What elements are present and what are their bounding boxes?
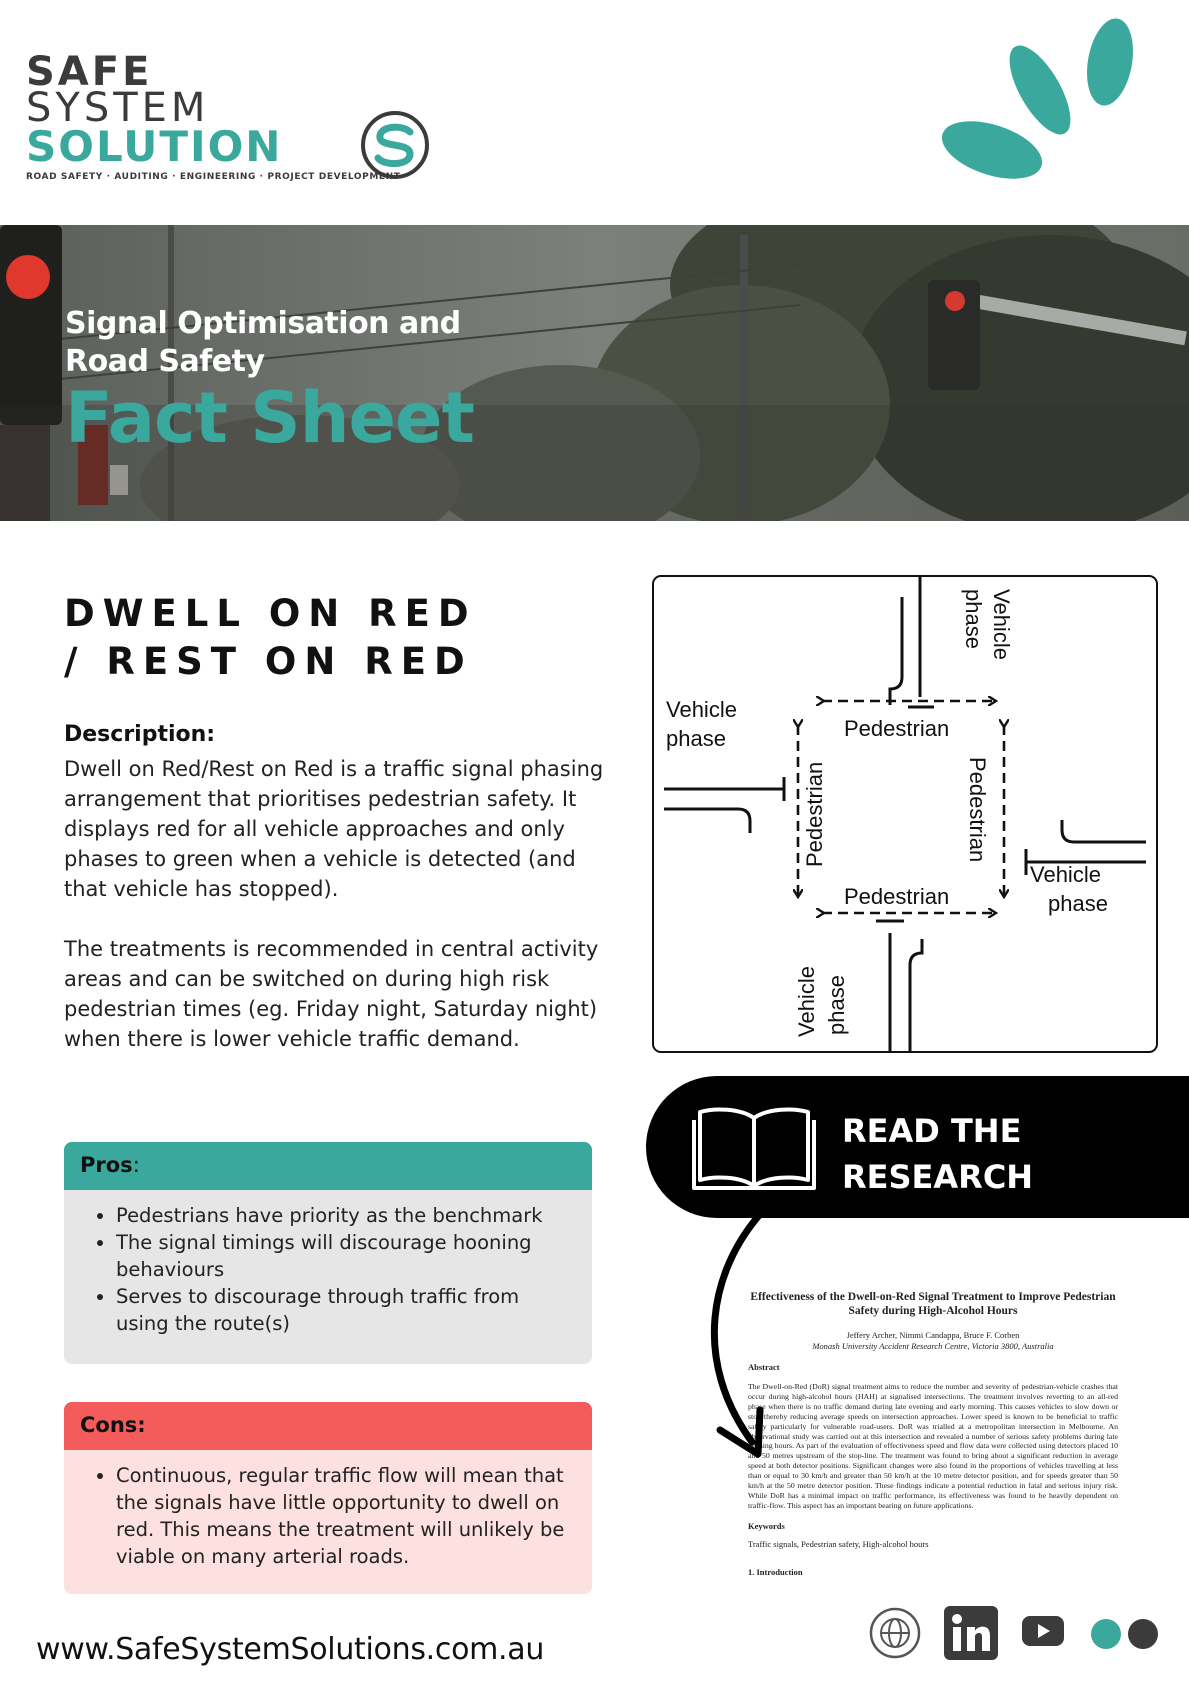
read-research-button[interactable] bbox=[646, 1076, 1189, 1218]
intersection-diagram-drawing bbox=[654, 577, 1156, 1051]
diagram-label-vehicle-top: Vehicle bbox=[989, 589, 1014, 660]
read-research-line2: RESEARCH bbox=[842, 1158, 1034, 1196]
curved-arrow-icon bbox=[700, 1210, 790, 1470]
pros-label: Pros bbox=[80, 1153, 133, 1177]
diagram-label-pedestrian-right: Pedestrian bbox=[965, 757, 990, 863]
pros-box bbox=[64, 1142, 592, 1364]
description-text bbox=[64, 754, 604, 1054]
paper-keywords: Traffic signals, Pedestrian safety, High-alcohol hours bbox=[748, 1538, 929, 1549]
diagram-label-pedestrian-left: Pedestrian bbox=[802, 761, 827, 867]
logo-word-system: SYSTEM bbox=[26, 85, 210, 131]
diagram-label-vehicle-right: Vehicle bbox=[1030, 862, 1101, 887]
logo-word-solutions: SOLUTION bbox=[26, 122, 283, 171]
paper-authors: Jeffery Archer, Nimmi Candappa, Bruce F. Corben bbox=[846, 1330, 1020, 1340]
book-icon bbox=[690, 1104, 818, 1192]
banner-title: Fact Sheet bbox=[65, 377, 474, 459]
diagram-label-phase-top: phase bbox=[961, 589, 986, 649]
cons-item: • Continuous, regular traffic flow will mean that the signals have little opportunity to dwell on red. This means the treatment will unlikely be viable on many arterial roads. bbox=[116, 1462, 576, 1570]
paper-affiliation: Monash University Accident Research Centre, Victoria 3800, Australia bbox=[812, 1341, 1054, 1351]
diagram-label-phase-left: phase bbox=[666, 726, 726, 751]
logo-ss-mark-icon bbox=[358, 108, 432, 182]
cons-box bbox=[64, 1402, 592, 1594]
banner-subtitle-line1: Signal Optimisation and bbox=[65, 306, 461, 341]
website-link[interactable]: www.SafeSystemSolutions.com.au bbox=[36, 1632, 545, 1667]
diagram-label-phase-right: phase bbox=[1048, 891, 1108, 916]
youtube-icon[interactable] bbox=[1022, 1614, 1064, 1648]
paper-abstract: The Dwell-on-Red (DoR) signal treatment aims to reduce the number and severity of pedestrian-vehicle crashes that occur during high-alcohol hours (HAH) at signalised intersections. The treatment involves reverting to an all-red phase when there is no traffic demand during late evening and early morning. This causes vehicles to slow down or stop thereby reducing average speeds on intersection approaches. Lower speed is known to be beneficial to traffic safety particularly for vulnerable road-users. DoR was trialled at a metropolitan intersection in Melbourne. An observational study was carried out at this intersection and revealed a number of serious safety problems during late evening hours. As part of the evaluation of effectiveness speed and flow data were collected using detectors placed 10 and 50 metres upstream of the stop-line. The treatment was found to bring about a significant reduction in average speed at both detector positions. Significant changes were also found in the proportions of vehicles travelling at less than or equal to 30 km/h and greater than 50 km/h at the 10 metre detector position, and for speeds greater than 50 km/h at the 50 metre detector position. These findings indicate a potential reduction in fatal and serious injury risk. While DoR has a minimal impact on traffic performance, its effectiveness was found to be heavily dependent on traffic-flow. This aspect has an important bearing on future applications. bbox=[748, 1382, 1118, 1510]
cons-header: Cons: bbox=[64, 1402, 592, 1450]
brand-dots-icon bbox=[1090, 1616, 1162, 1652]
logo-tagline: ROAD SAFETY · AUDITING · ENGINEERING · PROJECT DEVELOPMENT bbox=[26, 172, 401, 182]
read-research-line1: READ THE bbox=[842, 1112, 1022, 1150]
pros-header bbox=[64, 1142, 592, 1190]
pros-label-suffix: : bbox=[132, 1153, 140, 1177]
diagram-label-vehicle-bottom: Vehicle bbox=[794, 966, 819, 1037]
heading-line2: / REST ON RED bbox=[64, 640, 473, 683]
diagram-label-pedestrian-bottom: Pedestrian bbox=[844, 884, 950, 909]
research-paper-preview[interactable] bbox=[748, 1290, 1118, 1590]
banner-subtitle-line2: Road Safety bbox=[65, 344, 265, 379]
description-label: Description: bbox=[64, 722, 216, 747]
pros-item: • Pedestrians have priority as the benchmark bbox=[116, 1202, 576, 1229]
linkedin-icon[interactable] bbox=[944, 1606, 998, 1660]
section-heading bbox=[64, 590, 624, 686]
pros-item: • Serves to discourage through traffic from using the route(s) bbox=[116, 1283, 576, 1337]
diagram-label-vehicle-left: Vehicle bbox=[666, 697, 737, 722]
paper-title: Effectiveness of the Dwell-on-Red Signal Treatment to Improve Pedestrian Safety during High-Alcohol Hours bbox=[750, 1291, 1116, 1317]
paper-abstract-heading: Abstract bbox=[748, 1362, 780, 1372]
description-paragraph-1: Dwell on Red/Rest on Red is a traffic signal phasing arrangement that prioritises pedestrian safety. It displays red for all vehicle approaches and only phases to green when a vehicle is detected (and that vehicle has stopped). bbox=[64, 757, 604, 901]
hero-banner bbox=[0, 225, 1189, 521]
leaf-icon bbox=[930, 10, 1140, 190]
banner-subtitle bbox=[65, 305, 461, 381]
heading-line1: DWELL ON RED bbox=[64, 592, 477, 635]
read-research-label bbox=[842, 1108, 1033, 1200]
cons-list bbox=[64, 1450, 592, 1580]
pros-item: • The signal timings will discourage hooning behaviours bbox=[116, 1229, 576, 1283]
paper-keywords-heading: Keywords bbox=[748, 1520, 785, 1531]
globe-icon[interactable] bbox=[868, 1606, 922, 1660]
intersection-diagram bbox=[652, 575, 1158, 1053]
logo-word-safe: SAFE bbox=[26, 49, 153, 95]
diagram-label-phase-bottom: phase bbox=[824, 975, 849, 1035]
diagram-label-pedestrian-top: Pedestrian bbox=[844, 716, 950, 741]
paper-intro-heading: 1. Introduction bbox=[748, 1566, 803, 1577]
description-paragraph-2: The treatments is recommended in central activity areas and can be switched on during high risk pedestrian times (eg. Friday night, Saturday night) when there is lower vehicle traffic demand. bbox=[64, 937, 599, 1051]
pros-list bbox=[64, 1190, 592, 1347]
